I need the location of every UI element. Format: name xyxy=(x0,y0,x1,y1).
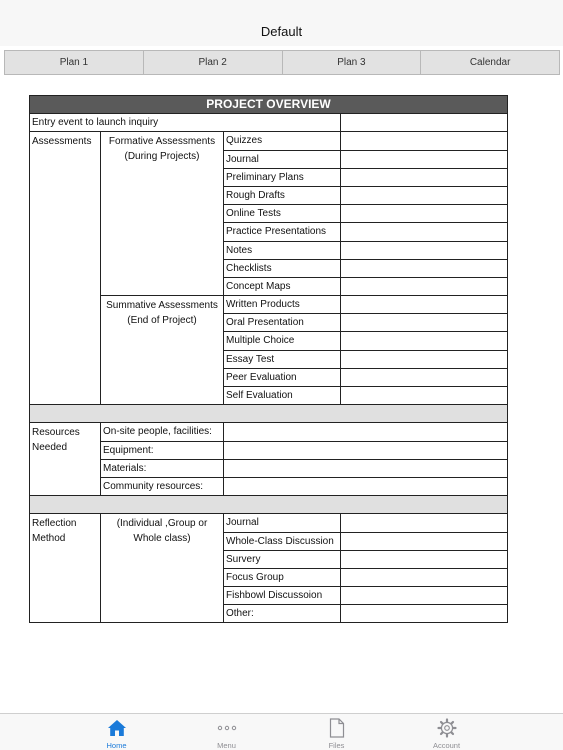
assessment-cell[interactable] xyxy=(341,186,508,204)
formative-assessments-label: Formative Assessments (During Projects) xyxy=(101,132,224,296)
assessments-label: Assessments xyxy=(30,132,101,405)
reflection-cell[interactable] xyxy=(341,605,508,623)
assessment-cell[interactable] xyxy=(341,314,508,332)
section-divider xyxy=(30,496,508,514)
tab-label: Menu xyxy=(217,741,236,750)
assessment-item: Preliminary Plans xyxy=(224,168,341,186)
reflection-cell[interactable] xyxy=(341,587,508,605)
assessment-item: Journal xyxy=(224,150,341,168)
gear-icon xyxy=(437,718,457,738)
entry-event-cell[interactable] xyxy=(341,114,508,132)
assessment-cell[interactable] xyxy=(341,368,508,386)
assessment-cell[interactable] xyxy=(341,168,508,186)
assessment-cell[interactable] xyxy=(341,332,508,350)
assessment-cell[interactable] xyxy=(341,132,508,150)
tab-label: Account xyxy=(432,741,461,750)
assessment-item: Oral Presentation xyxy=(224,314,341,332)
assessment-cell[interactable] xyxy=(341,205,508,223)
tab-files[interactable] xyxy=(282,714,392,750)
resource-cell[interactable] xyxy=(224,477,508,495)
project-overview-table xyxy=(29,95,508,623)
document-icon xyxy=(329,718,345,738)
assessment-item: Rough Drafts xyxy=(224,186,341,204)
navigation-bar xyxy=(0,0,563,46)
assessment-item: Written Products xyxy=(224,296,341,314)
assessment-item: Quizzes xyxy=(224,132,341,150)
home-icon xyxy=(107,718,127,738)
assessment-item: Online Tests xyxy=(224,205,341,223)
summative-assessments-label: Summative Assessments (End of Project) xyxy=(101,296,224,405)
reflection-cell[interactable] xyxy=(341,568,508,586)
tab-plan-3[interactable]: Plan 3 xyxy=(283,51,422,74)
tab-menu[interactable] xyxy=(172,714,282,750)
resources-needed-label: Resources Needed xyxy=(30,423,101,496)
bottom-tab-bar xyxy=(0,713,563,750)
assessment-item: Checklists xyxy=(224,259,341,277)
resource-item: On-site people, facilities: xyxy=(101,423,224,441)
reflection-item: Fishbowl Discussoion xyxy=(224,587,341,605)
reflection-cell[interactable] xyxy=(341,514,508,532)
assessment-item: Self Evaluation xyxy=(224,387,341,405)
assessment-item: Essay Test xyxy=(224,350,341,368)
resource-cell[interactable] xyxy=(224,423,508,441)
reflection-cell[interactable] xyxy=(341,550,508,568)
reflection-item: Survery xyxy=(224,550,341,568)
reflection-item: Other: xyxy=(224,605,341,623)
table-title: PROJECT OVERVIEW xyxy=(30,96,508,114)
assessment-item: Peer Evaluation xyxy=(224,368,341,386)
plan-segmented-control xyxy=(4,50,560,75)
tab-calendar[interactable]: Calendar xyxy=(469,57,511,68)
reflection-item: Whole-Class Discussion xyxy=(224,532,341,550)
tab-plan-1[interactable]: Plan 1 xyxy=(5,51,144,74)
assessment-cell[interactable] xyxy=(341,223,508,241)
tab-label: Files xyxy=(328,741,345,750)
assessment-item: Practice Presentations xyxy=(224,223,341,241)
assessment-cell[interactable] xyxy=(341,241,508,259)
assessment-cell[interactable] xyxy=(341,387,508,405)
tab-account[interactable] xyxy=(392,714,502,750)
reflection-cell[interactable] xyxy=(341,532,508,550)
tab-label: Home xyxy=(106,741,127,750)
assessment-cell[interactable] xyxy=(341,277,508,295)
reflection-item: Journal xyxy=(224,514,341,532)
resource-cell[interactable] xyxy=(224,459,508,477)
tab-home[interactable] xyxy=(62,714,172,750)
section-divider xyxy=(30,405,508,423)
reflection-method-sublabel: (Individual ,Group or Whole class) xyxy=(101,514,224,623)
assessment-cell[interactable] xyxy=(341,150,508,168)
assessment-item: Notes xyxy=(224,241,341,259)
more-icon xyxy=(217,718,237,738)
resource-cell[interactable] xyxy=(224,441,508,459)
assessment-cell[interactable] xyxy=(341,259,508,277)
tab-plan-2[interactable]: Plan 2 xyxy=(144,51,283,74)
assessment-item: Concept Maps xyxy=(224,277,341,295)
resource-item: Equipment: xyxy=(101,441,224,459)
assessment-item: Multiple Choice xyxy=(224,332,341,350)
resource-item: Materials: xyxy=(101,459,224,477)
page-title: Default xyxy=(260,23,303,39)
reflection-method-label: Reflection Method xyxy=(30,514,101,623)
assessment-cell[interactable] xyxy=(341,350,508,368)
assessment-cell[interactable] xyxy=(341,296,508,314)
resource-item: Community resources: xyxy=(101,477,224,495)
reflection-item: Focus Group xyxy=(224,568,341,586)
entry-event-label: Entry event to launch inquiry xyxy=(30,114,341,132)
project-overview-sheet xyxy=(29,95,507,623)
